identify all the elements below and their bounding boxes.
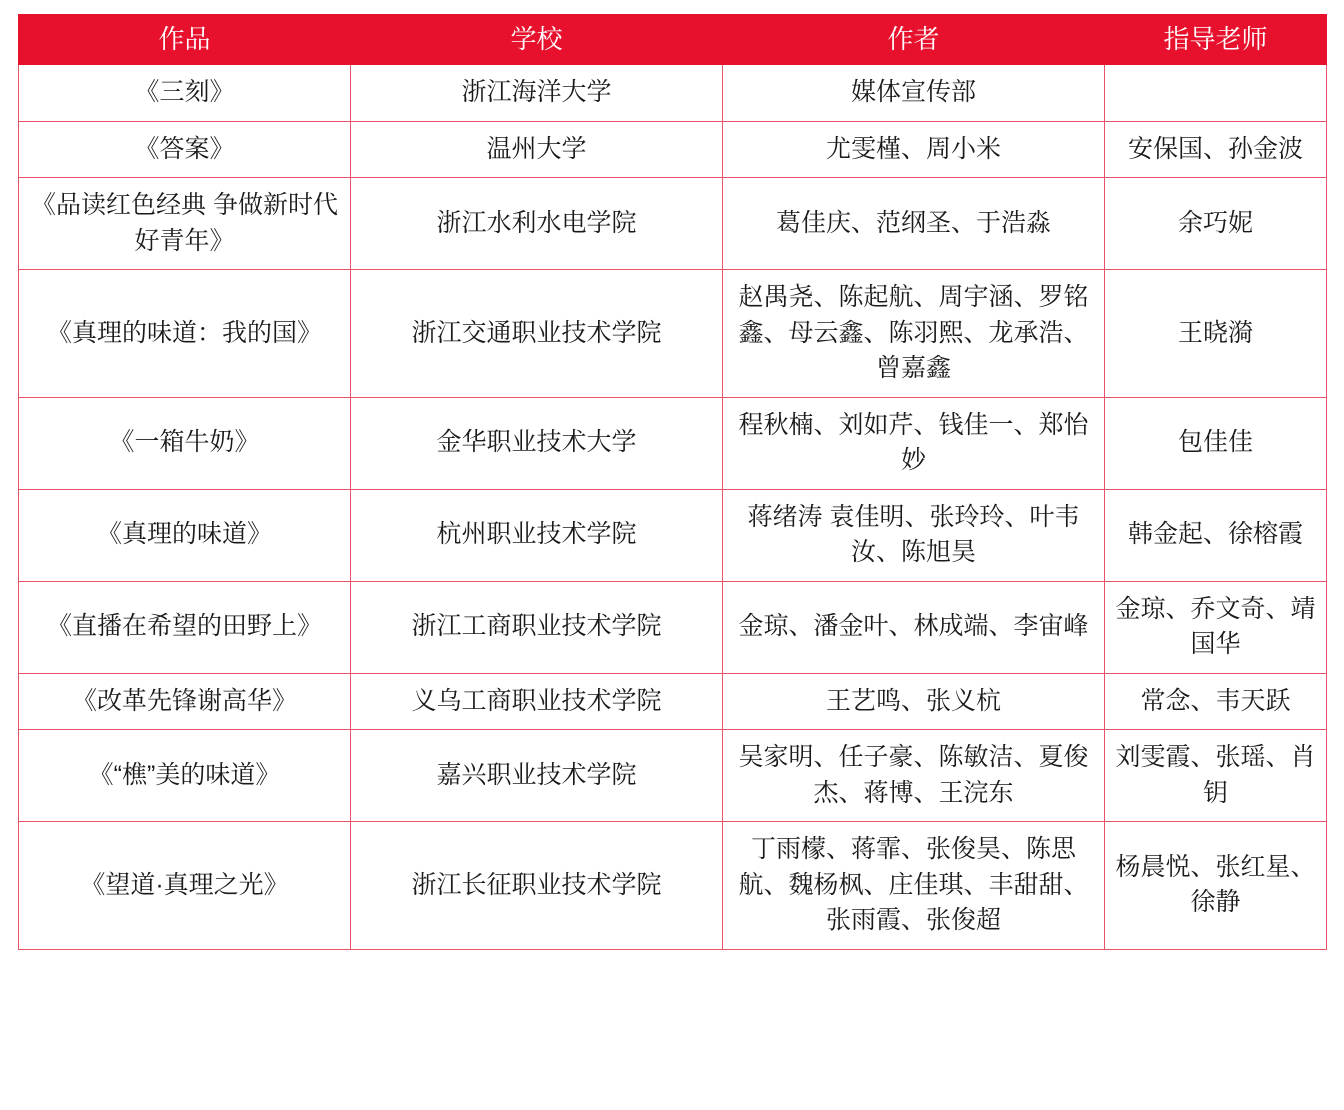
- cell-teachers: 刘雯霞、张瑶、肖钥: [1105, 730, 1327, 822]
- table-row: [19, 65, 1327, 122]
- cell-work: 《答案》: [19, 121, 351, 178]
- column-header-work: 作品: [19, 15, 351, 65]
- cell-teachers: 余巧妮: [1105, 178, 1327, 270]
- table-row: [19, 178, 1327, 270]
- cell-school: 义乌工商职业技术学院: [351, 673, 723, 730]
- cell-teachers: 杨晨悦、张红星、徐静: [1105, 822, 1327, 950]
- table-row: [19, 730, 1327, 822]
- table-row: [19, 822, 1327, 950]
- column-header-authors: 作者: [723, 15, 1105, 65]
- column-header-school: 学校: [351, 15, 723, 65]
- cell-authors: 王艺鸣、张义杭: [723, 673, 1105, 730]
- table-header-row: [19, 15, 1327, 65]
- table-row: [19, 397, 1327, 489]
- cell-authors: 尤雯槿、周小米: [723, 121, 1105, 178]
- table-row: [19, 673, 1327, 730]
- cell-work: 《真理的味道》: [19, 489, 351, 581]
- table-header: [19, 15, 1327, 65]
- cell-authors: 丁雨檬、蒋霏、张俊昊、陈思航、魏杨枫、庄佳琪、丰甜甜、张雨霞、张俊超: [723, 822, 1105, 950]
- cell-teachers: 常念、韦天跃: [1105, 673, 1327, 730]
- award-table: [18, 14, 1327, 950]
- cell-school: 浙江海洋大学: [351, 65, 723, 122]
- cell-authors: 蒋绪涛 袁佳明、张玲玲、叶韦汝、陈旭昊: [723, 489, 1105, 581]
- cell-school: 浙江交通职业技术学院: [351, 270, 723, 398]
- cell-school: 嘉兴职业技术学院: [351, 730, 723, 822]
- cell-school: 金华职业技术大学: [351, 397, 723, 489]
- cell-teachers: 安保国、孙金波: [1105, 121, 1327, 178]
- cell-school: 浙江长征职业技术学院: [351, 822, 723, 950]
- cell-authors: 媒体宣传部: [723, 65, 1105, 122]
- cell-school: 温州大学: [351, 121, 723, 178]
- cell-work: 《直播在希望的田野上》: [19, 581, 351, 673]
- column-header-teachers: 指导老师: [1105, 15, 1327, 65]
- cell-school: 杭州职业技术学院: [351, 489, 723, 581]
- table-row: [19, 581, 1327, 673]
- cell-teachers: [1105, 65, 1327, 122]
- cell-teachers: 金琼、乔文奇、靖国华: [1105, 581, 1327, 673]
- cell-work: 《品读红色经典 争做新时代好青年》: [19, 178, 351, 270]
- cell-work: 《一箱牛奶》: [19, 397, 351, 489]
- cell-work: 《真理的味道：我的国》: [19, 270, 351, 398]
- cell-school: 浙江水利水电学院: [351, 178, 723, 270]
- cell-authors: 赵禺尧、陈起航、周宇涵、罗铭鑫、母云鑫、陈羽熙、龙承浩、曾嘉鑫: [723, 270, 1105, 398]
- cell-authors: 程秋楠、刘如芹、钱佳一、郑怡妙: [723, 397, 1105, 489]
- table-body: [19, 65, 1327, 950]
- cell-work: 《三刻》: [19, 65, 351, 122]
- cell-work: 《望道·真理之光》: [19, 822, 351, 950]
- table-row: [19, 489, 1327, 581]
- cell-teachers: 王晓漪: [1105, 270, 1327, 398]
- cell-authors: 葛佳庆、范纲圣、于浩淼: [723, 178, 1105, 270]
- table-row: [19, 270, 1327, 398]
- cell-work: 《改革先锋谢高华》: [19, 673, 351, 730]
- cell-authors: 金琼、潘金叶、林成端、李宙峰: [723, 581, 1105, 673]
- cell-teachers: 包佳佳: [1105, 397, 1327, 489]
- cell-teachers: 韩金起、徐榕霞: [1105, 489, 1327, 581]
- cell-authors: 吴家明、任子豪、陈敏洁、夏俊杰、蒋博、王浣东: [723, 730, 1105, 822]
- table-row: [19, 121, 1327, 178]
- cell-work: 《“樵”美的味道》: [19, 730, 351, 822]
- cell-school: 浙江工商职业技术学院: [351, 581, 723, 673]
